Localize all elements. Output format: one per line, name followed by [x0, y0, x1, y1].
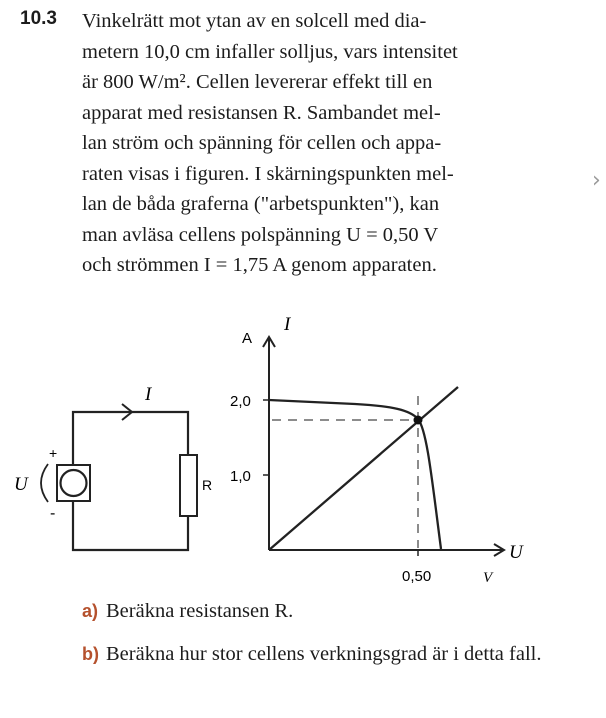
circuit-wire: [73, 500, 188, 550]
y-tick-label: 1,0: [230, 468, 251, 485]
next-chevron-icon[interactable]: ›: [592, 168, 601, 193]
problem-number: 10.3: [20, 8, 57, 29]
problem-line: lan ström och spänning för cellen och appa-: [82, 132, 442, 154]
y-axis-unit: A: [242, 330, 253, 347]
operating-point: [414, 416, 423, 425]
solar-cell-circle: [61, 470, 87, 496]
problem-line: raten visas i figuren. I skärningspunkten mel-: [82, 162, 454, 185]
problem-line: metern 10,0 cm infaller solljus, vars intensitet: [82, 40, 458, 63]
plus-sign: +: [49, 445, 58, 461]
questions: [82, 596, 582, 670]
voltage-bracket: [41, 464, 48, 502]
problem-line: apparat med resistansen R. Sambandet mel-: [82, 101, 441, 124]
x-axis-variable: U: [509, 542, 523, 563]
current-label: I: [145, 384, 152, 405]
figure: [0, 300, 560, 590]
resistor-label: R: [202, 477, 213, 493]
question-b: [82, 639, 582, 670]
problem-text: [82, 6, 582, 281]
problem-line: är 800 W/m². Cellen levererar effekt till en: [82, 71, 433, 93]
minus-sign: -: [50, 505, 56, 522]
resistor-symbol: [180, 455, 197, 516]
question-text: Beräkna hur stor cellens verkningsgrad är i detta fall.: [106, 643, 542, 665]
question-letter: b): [82, 644, 99, 664]
problem-line: man avläsa cellens polspänning U = 0,50 V: [82, 223, 439, 246]
x-tick-label: 0,50: [402, 568, 432, 585]
x-axis-unit: V: [483, 570, 493, 586]
circuit-wire: [73, 412, 188, 465]
circuit-diagram: [14, 384, 212, 550]
problem-line: Vinkelrätt mot ytan av en solcell med dia-: [82, 10, 427, 32]
voltage-label: U: [14, 474, 28, 495]
question-text: Beräkna resistansen R.: [106, 600, 294, 622]
question-letter: a): [82, 601, 99, 621]
question-a: [82, 596, 582, 627]
y-axis-variable: I: [284, 314, 291, 335]
iu-graph: [230, 314, 524, 586]
problem-line: och strömmen I = 1,75 A genom apparaten.: [82, 254, 437, 276]
y-tick-label: 2,0: [230, 393, 251, 410]
problem-line: lan de båda graferna ("arbetspunkten"), kan: [82, 193, 440, 215]
